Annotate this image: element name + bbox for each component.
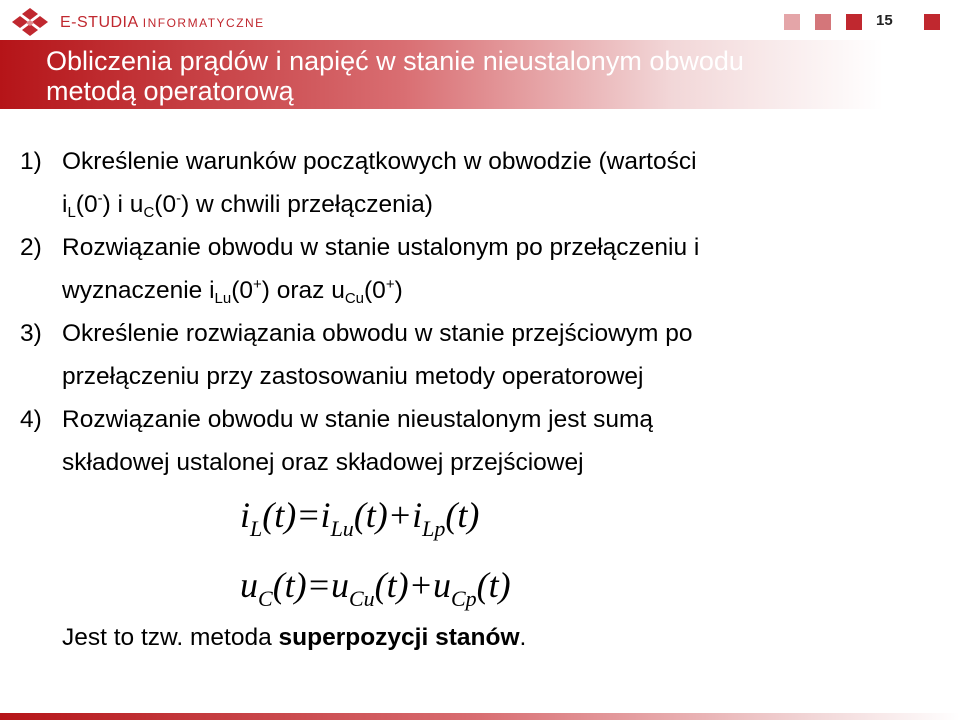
eq-arg: (t) [445, 495, 480, 535]
text-run: (0 [75, 191, 98, 218]
square-1-icon [784, 14, 800, 30]
eq-subscript: Lp [422, 516, 446, 541]
eq-arg: (t) [272, 565, 307, 605]
item-line: Rozwiązanie obwodu w stanie ustalonym po przełączeniu i [62, 234, 700, 261]
eq-arg: (t) [262, 495, 297, 535]
text-run: ) [394, 277, 403, 304]
note-text: Jest to tzw. metoda [62, 624, 279, 651]
item-number: 4) [20, 406, 42, 433]
item-line: Określenie warunków początkowych w obwodzie (wartości [62, 148, 697, 175]
subscript: Lu [214, 290, 232, 307]
brand-name [60, 14, 265, 32]
list-item [20, 398, 950, 484]
superscript: - [176, 190, 182, 207]
item-line: składowej ustalonej oraz składowej przejściowej [62, 449, 584, 476]
eq-plus: + [387, 495, 413, 535]
eq-arg: (t) [476, 565, 511, 605]
item-line: przełączeniu przy zastosowaniu metody operatorowej [62, 363, 644, 390]
eq-arg: (t) [374, 565, 409, 605]
item-line [62, 269, 950, 312]
list-item [20, 140, 950, 226]
eq-term: u [330, 565, 349, 605]
eq-term: i [240, 495, 251, 535]
note-bold-text: superpozycji stanów [278, 624, 520, 651]
eq-plus: + [408, 565, 433, 605]
eq-subscript: Cu [348, 586, 375, 611]
superscript: - [97, 190, 103, 207]
item-line: Rozwiązanie obwodu w stanie nieustalonym jest sumą [62, 406, 654, 433]
text-run: ) oraz u [261, 277, 345, 304]
item-number: 2) [20, 234, 42, 261]
brand-sub: INFORMATYCZNE [142, 16, 265, 30]
text-run: ) i u [102, 191, 144, 218]
eq-equals: = [296, 495, 321, 535]
text-run: (0 [364, 277, 386, 304]
list-item [20, 312, 950, 398]
item-number: 1) [20, 148, 42, 175]
item-line [62, 183, 950, 226]
item-number: 3) [20, 320, 42, 347]
square-2-icon [815, 14, 831, 30]
steps-list [20, 140, 950, 484]
square-3-icon [846, 14, 862, 30]
text-run: i [62, 191, 68, 218]
eq-subscript: Cp [450, 586, 477, 611]
page-number: 15 [876, 12, 893, 29]
brand-main: E-STUDIA [60, 14, 138, 31]
eq-term: i [320, 495, 331, 535]
title-band [0, 40, 960, 109]
eq-subscript: C [258, 586, 273, 611]
eq-arg: (t) [353, 495, 388, 535]
eq-term: u [432, 565, 451, 605]
subscript: Cu [344, 290, 365, 307]
note-text: . [519, 624, 527, 651]
eq-term: u [240, 565, 258, 605]
square-4-icon [924, 14, 940, 30]
superscript: + [385, 276, 395, 293]
text-run: (0 [231, 277, 253, 304]
slide-title [46, 46, 946, 106]
slide-title-line-1: Obliczenia prądów i napięć w stanie nieustalonym obwodu [46, 46, 744, 76]
bottom-bar [0, 713, 960, 720]
e-studia-logo-icon [8, 6, 52, 40]
item-line: Określenie rozwiązania obwodu w stanie przejściowym po [62, 320, 693, 347]
list-item [20, 226, 950, 312]
superscript: + [253, 276, 262, 293]
subscript: C [143, 204, 155, 221]
eq-equals: = [306, 565, 331, 605]
eq-subscript: L [250, 516, 263, 541]
eq-term: i [412, 495, 423, 535]
equation-voltage [240, 564, 511, 611]
text-run: (0 [154, 191, 177, 218]
text-run: wyznaczenie i [62, 277, 215, 304]
slide-title-line-2: metodą operatorową [46, 76, 294, 106]
subscript: L [67, 204, 76, 221]
text-run: ) w chwili przełączenia) [181, 191, 433, 218]
equation-current [240, 494, 480, 541]
eq-subscript: Lu [330, 516, 354, 541]
superposition-note [62, 624, 526, 652]
